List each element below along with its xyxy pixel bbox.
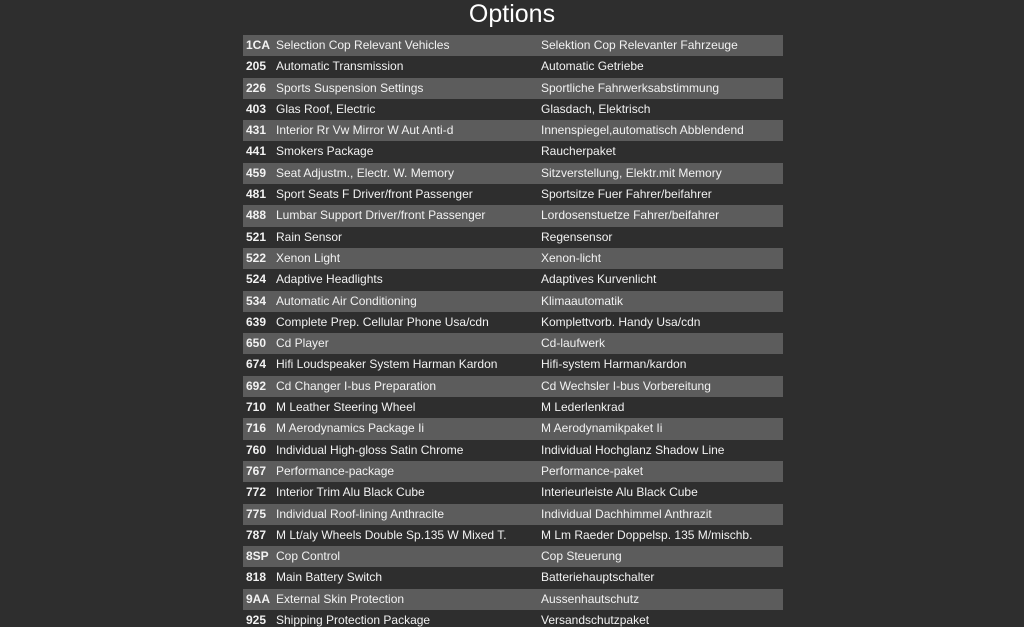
option-code: 650 — [243, 333, 276, 354]
table-row — [243, 567, 783, 588]
option-name-english: Cop Control — [276, 546, 541, 567]
option-name-english: M Aerodynamics Package Ii — [276, 418, 541, 439]
option-code: 8SP — [243, 546, 276, 567]
page-title: Options — [468, 0, 556, 28]
option-name-german: Xenon-licht — [541, 248, 783, 269]
option-name-english: Seat Adjustm., Electr. W. Memory — [276, 163, 541, 184]
option-name-english: Automatic Air Conditioning — [276, 291, 541, 312]
option-code: 818 — [243, 567, 276, 588]
option-name-german: M Lederlenkrad — [541, 397, 783, 418]
option-code: 639 — [243, 312, 276, 333]
option-name-german: Individual Dachhimmel Anthrazit — [541, 504, 783, 525]
option-code: 716 — [243, 418, 276, 439]
option-code: 205 — [243, 56, 276, 77]
table-row — [243, 184, 783, 205]
option-name-english: Smokers Package — [276, 141, 541, 162]
option-name-english: Xenon Light — [276, 248, 541, 269]
table-row — [243, 205, 783, 226]
table-row — [243, 291, 783, 312]
option-code: 772 — [243, 482, 276, 503]
option-name-english: Adaptive Headlights — [276, 269, 541, 290]
option-code: 403 — [243, 99, 276, 120]
table-row — [243, 482, 783, 503]
option-name-german: Cop Steuerung — [541, 546, 783, 567]
table-row — [243, 461, 783, 482]
option-name-german: Innenspiegel,automatisch Abblendend — [541, 120, 783, 141]
table-row — [243, 248, 783, 269]
option-name-english: Sport Seats F Driver/front Passenger — [276, 184, 541, 205]
option-name-german: Sitzverstellung, Elektr.mit Memory — [541, 163, 783, 184]
option-code: 787 — [243, 525, 276, 546]
option-code: 692 — [243, 376, 276, 397]
option-name-german: Klimaautomatik — [541, 291, 783, 312]
table-row — [243, 610, 783, 627]
table-row — [243, 589, 783, 610]
option-name-german: Versandschutzpaket — [541, 610, 783, 627]
table-row — [243, 376, 783, 397]
option-name-english: Cd Player — [276, 333, 541, 354]
option-name-german: Cd-laufwerk — [541, 333, 783, 354]
option-name-german: Hifi-system Harman/kardon — [541, 354, 783, 375]
option-name-german: Selektion Cop Relevanter Fahrzeuge — [541, 35, 783, 56]
option-name-german: Automatic Getriebe — [541, 56, 783, 77]
option-name-english: Performance-package — [276, 461, 541, 482]
table-row — [243, 397, 783, 418]
option-code: 775 — [243, 504, 276, 525]
table-row — [243, 163, 783, 184]
option-name-english: Lumbar Support Driver/front Passenger — [276, 205, 541, 226]
option-name-english: Complete Prep. Cellular Phone Usa/cdn — [276, 312, 541, 333]
table-row — [243, 120, 783, 141]
table-row — [243, 440, 783, 461]
option-code: 441 — [243, 141, 276, 162]
option-name-english: Glas Roof, Electric — [276, 99, 541, 120]
option-name-english: Interior Rr Vw Mirror W Aut Anti-d — [276, 120, 541, 141]
option-name-german: Adaptives Kurvenlicht — [541, 269, 783, 290]
option-name-english: External Skin Protection — [276, 589, 541, 610]
option-code: 226 — [243, 78, 276, 99]
options-table — [243, 35, 783, 627]
option-name-german: Glasdach, Elektrisch — [541, 99, 783, 120]
table-row — [243, 78, 783, 99]
option-name-german: Cd Wechsler I-bus Vorbereitung — [541, 376, 783, 397]
option-name-german: Raucherpaket — [541, 141, 783, 162]
option-name-english: Rain Sensor — [276, 227, 541, 248]
table-row — [243, 99, 783, 120]
option-code: 534 — [243, 291, 276, 312]
option-name-english: Cd Changer I-bus Preparation — [276, 376, 541, 397]
option-code: 674 — [243, 354, 276, 375]
option-name-english: Hifi Loudspeaker System Harman Kardon — [276, 354, 541, 375]
option-code: 522 — [243, 248, 276, 269]
table-row — [243, 269, 783, 290]
option-code: 459 — [243, 163, 276, 184]
option-code: 767 — [243, 461, 276, 482]
option-name-german: Individual Hochglanz Shadow Line — [541, 440, 783, 461]
option-name-english: Main Battery Switch — [276, 567, 541, 588]
option-name-german: Sportsitze Fuer Fahrer/beifahrer — [541, 184, 783, 205]
option-code: 521 — [243, 227, 276, 248]
table-row — [243, 418, 783, 439]
table-row — [243, 504, 783, 525]
option-code: 481 — [243, 184, 276, 205]
table-row — [243, 546, 783, 567]
option-name-english: Selection Cop Relevant Vehicles — [276, 35, 541, 56]
option-code: 710 — [243, 397, 276, 418]
option-name-english: Automatic Transmission — [276, 56, 541, 77]
table-row — [243, 56, 783, 77]
option-name-english: Sports Suspension Settings — [276, 78, 541, 99]
option-code: 760 — [243, 440, 276, 461]
option-name-german: Performance-paket — [541, 461, 783, 482]
option-code: 524 — [243, 269, 276, 290]
table-row — [243, 333, 783, 354]
option-name-german: Aussenhautschutz — [541, 589, 783, 610]
option-name-english: Individual High-gloss Satin Chrome — [276, 440, 541, 461]
option-name-german: Interieurleiste Alu Black Cube — [541, 482, 783, 503]
option-name-german: M Aerodynamikpaket Ii — [541, 418, 783, 439]
option-name-german: Komplettvorb. Handy Usa/cdn — [541, 312, 783, 333]
table-row — [243, 141, 783, 162]
table-row — [243, 227, 783, 248]
option-code: 925 — [243, 610, 276, 627]
table-row — [243, 312, 783, 333]
option-name-german: Regensensor — [541, 227, 783, 248]
options-table-body — [243, 35, 783, 627]
option-code: 1CA — [243, 35, 276, 56]
option-name-english: Individual Roof-lining Anthracite — [276, 504, 541, 525]
option-name-german: Batteriehauptschalter — [541, 567, 783, 588]
table-row — [243, 525, 783, 546]
option-name-english: Interior Trim Alu Black Cube — [276, 482, 541, 503]
option-name-german: M Lm Raeder Doppelsp. 135 M/mischb. — [541, 525, 783, 546]
table-row — [243, 354, 783, 375]
option-name-english: M Lt/aly Wheels Double Sp.135 W Mixed T. — [276, 525, 541, 546]
option-code: 9AA — [243, 589, 276, 610]
option-code: 431 — [243, 120, 276, 141]
option-name-english: M Leather Steering Wheel — [276, 397, 541, 418]
option-name-german: Sportliche Fahrwerksabstimmung — [541, 78, 783, 99]
option-code: 488 — [243, 205, 276, 226]
option-name-english: Shipping Protection Package — [276, 610, 541, 627]
option-name-german: Lordosenstuetze Fahrer/beifahrer — [541, 205, 783, 226]
table-row — [243, 35, 783, 56]
